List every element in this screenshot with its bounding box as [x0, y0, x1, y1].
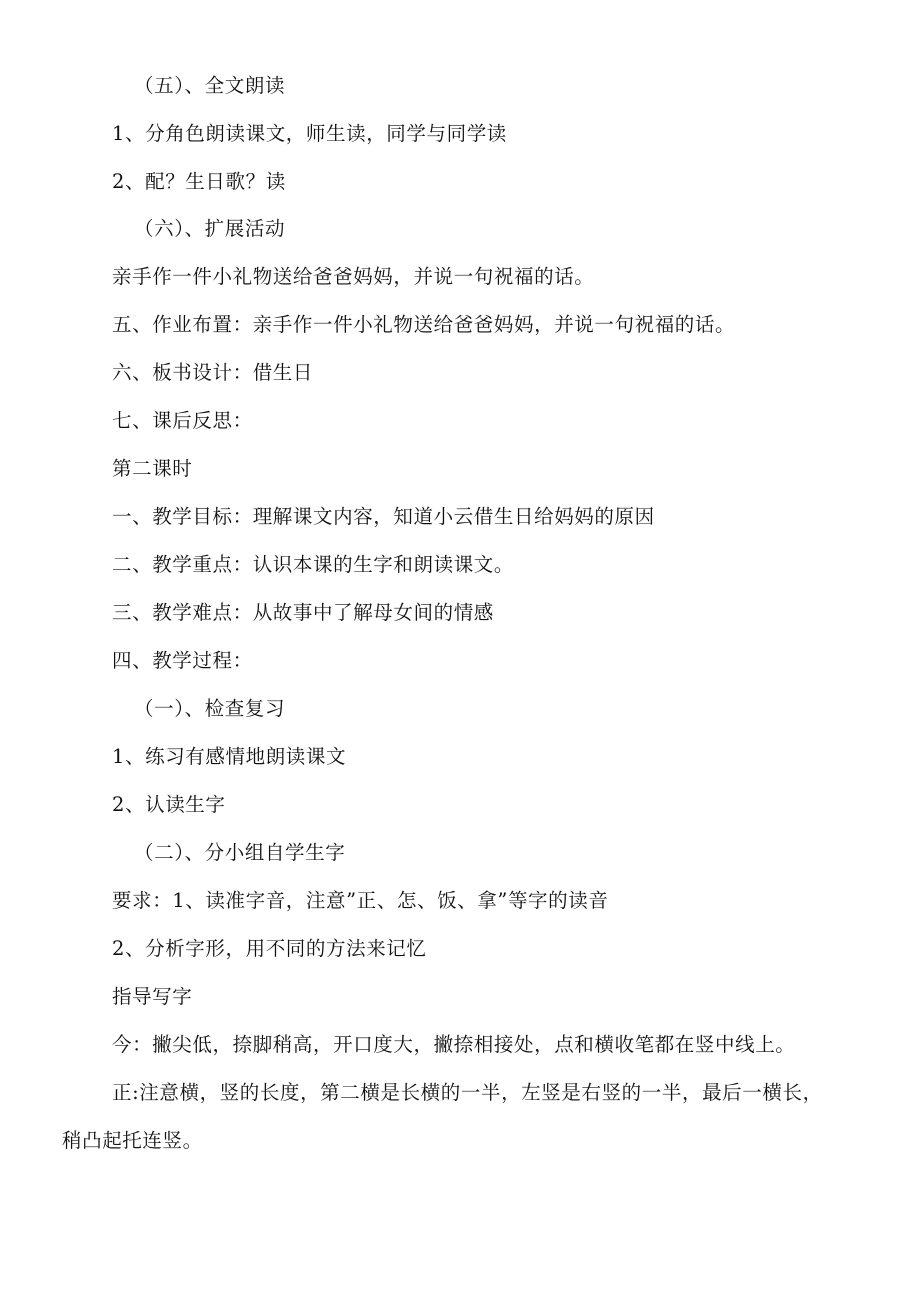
- teaching-process-line: 四、教学过程：: [112, 649, 253, 672]
- section-heading-full-reading: （五）、全文朗读: [134, 74, 286, 97]
- teaching-difficulty-line: 三、教学难点：从故事中了解母女间的情感: [112, 601, 494, 624]
- second-lesson-heading: 第二课时: [112, 457, 193, 480]
- section-heading-group-study: （二）、分小组自学生字: [134, 841, 346, 864]
- character-zheng-guide: 正:注意横，竖的长度，第二横是长横的一半，左竖是右竖的一半，最后一横长，: [112, 1081, 823, 1104]
- teaching-focus-line: 二、教学重点：认识本课的生字和朗读课文。: [112, 553, 515, 576]
- character-jin-guide: 今：撇尖低，捺脚稍高，开口度大，撇捺相接处，点和横收笔都在竖中线上。: [112, 1033, 796, 1056]
- text-line: 1、分角色朗读课文，师生读，同学与同学读: [112, 122, 507, 145]
- text-line: 1、练习有感情地朗读课文: [112, 745, 347, 768]
- teaching-goal-line: 一、教学目标：理解课文内容，知道小云借生日给妈妈的原因: [112, 505, 655, 528]
- section-heading-extension-activity: （六）、扩展活动: [134, 217, 286, 240]
- homework-line: 五、作业布置：亲手作一件小礼物送给爸爸妈妈，并说一句祝福的话。: [112, 313, 736, 336]
- board-design-line: 六、板书设计：借生日: [112, 361, 314, 384]
- text-line: 亲手作一件小礼物送给爸爸妈妈，并说一句祝福的话。: [112, 265, 595, 288]
- text-line: 2、认读生字: [112, 793, 226, 816]
- requirement-line: 要求：1、读准字音，注意”正、怎、饭、拿”等字的读音: [112, 889, 609, 912]
- text-line: 2、分析字形，用不同的方法来记忆: [112, 937, 427, 960]
- section-heading-review: （一）、检查复习: [134, 697, 286, 720]
- writing-guide-heading: 指导写字: [112, 985, 193, 1008]
- text-line: 2、配？生日歌？读: [112, 170, 286, 193]
- reflection-line: 七、课后反思：: [112, 409, 253, 432]
- character-zheng-guide-continued: 稍凸起托连竖。: [62, 1129, 203, 1152]
